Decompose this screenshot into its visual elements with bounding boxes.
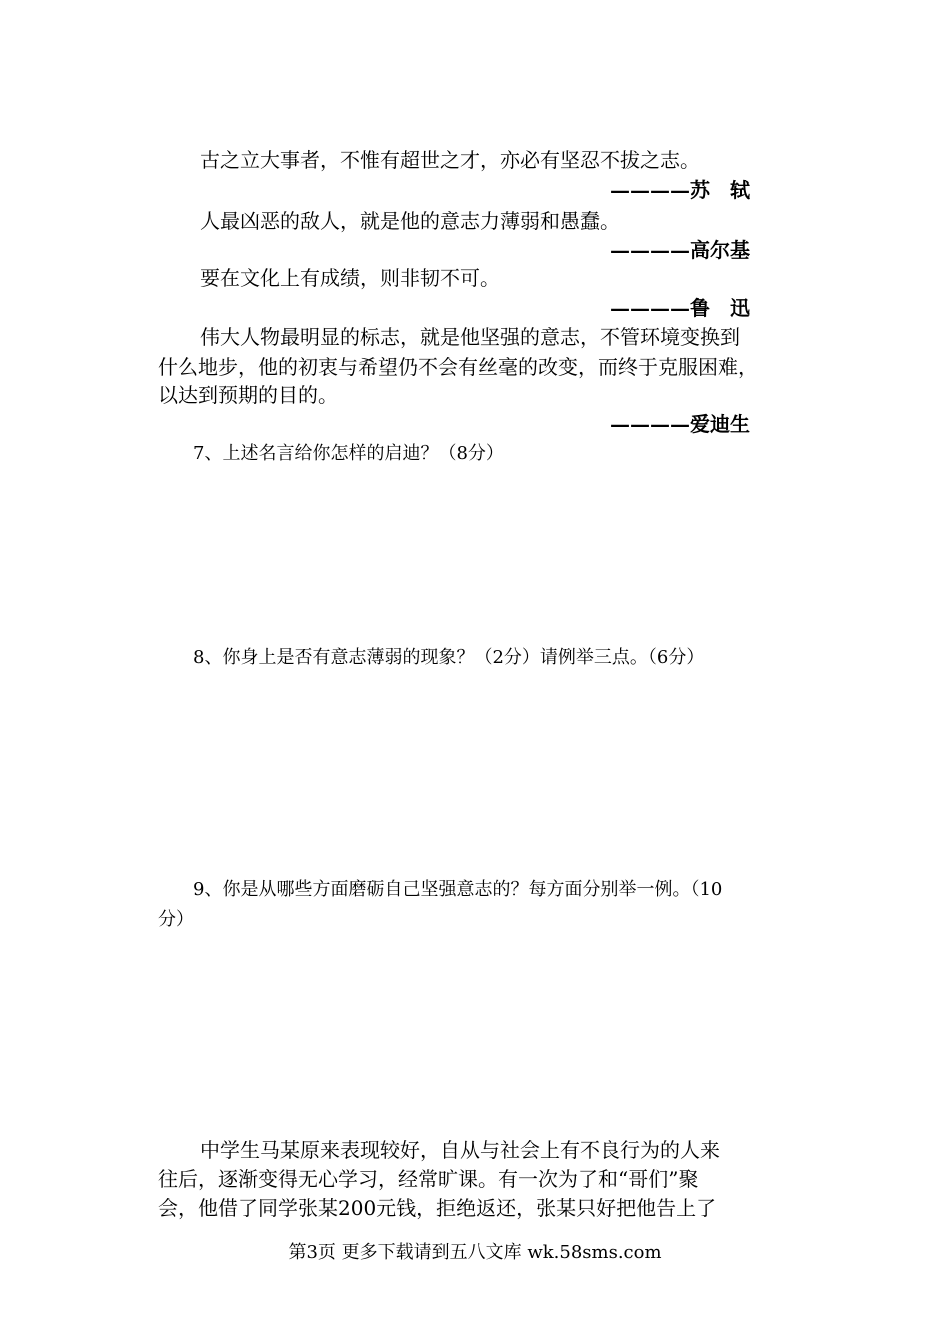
quote-4-line-3: 以达到预期的目的。 (158, 383, 338, 407)
quote-4-line-2: 什么地步，他的初衷与希望仍不会有丝毫的改变，而终于克服困难， (158, 355, 758, 379)
question-7: 7、上述名言给你怎样的启迪？（8分） (193, 443, 504, 464)
quote-1-author: ————苏 轼 (610, 178, 750, 202)
page-footer: 第3页 更多下载请到五八文库 wk.58sms.com (288, 1242, 662, 1263)
passage-line-2: 往后，逐渐变得无心学习，经常旷课。有一次为了和“哥们”聚 (158, 1167, 699, 1191)
question-9-line-1: 9、你是从哪些方面磨砺自己坚强意志的？每方面分别举一例。（10 (193, 879, 723, 900)
quote-2-author: ————高尔基 (610, 238, 750, 262)
passage-line-1: 中学生马某原来表现较好，自从与社会上有不良行为的人来 (200, 1138, 720, 1162)
question-8: 8、你身上是否有意志薄弱的现象？（2分）请例举三点。（6分） (193, 647, 705, 668)
quote-3-author: ————鲁 迅 (610, 296, 750, 320)
quote-4-line-1: 伟大人物最明显的标志，就是他坚强的意志，不管环境变换到 (200, 325, 740, 349)
quote-2-text: 人最凶恶的敌人，就是他的意志力薄弱和愚蠢。 (200, 209, 620, 233)
quote-1-text: 古之立大事者，不惟有超世之才，亦必有坚忍不拔之志。 (200, 148, 700, 172)
quote-4-author: ————爱迪生 (610, 412, 750, 436)
quote-3-text: 要在文化上有成绩，则非韧不可。 (200, 266, 500, 290)
passage-line-3: 会，他借了同学张某200元钱，拒绝返还，张某只好把他告上了 (158, 1196, 717, 1220)
question-9-line-2: 分） (158, 909, 194, 930)
